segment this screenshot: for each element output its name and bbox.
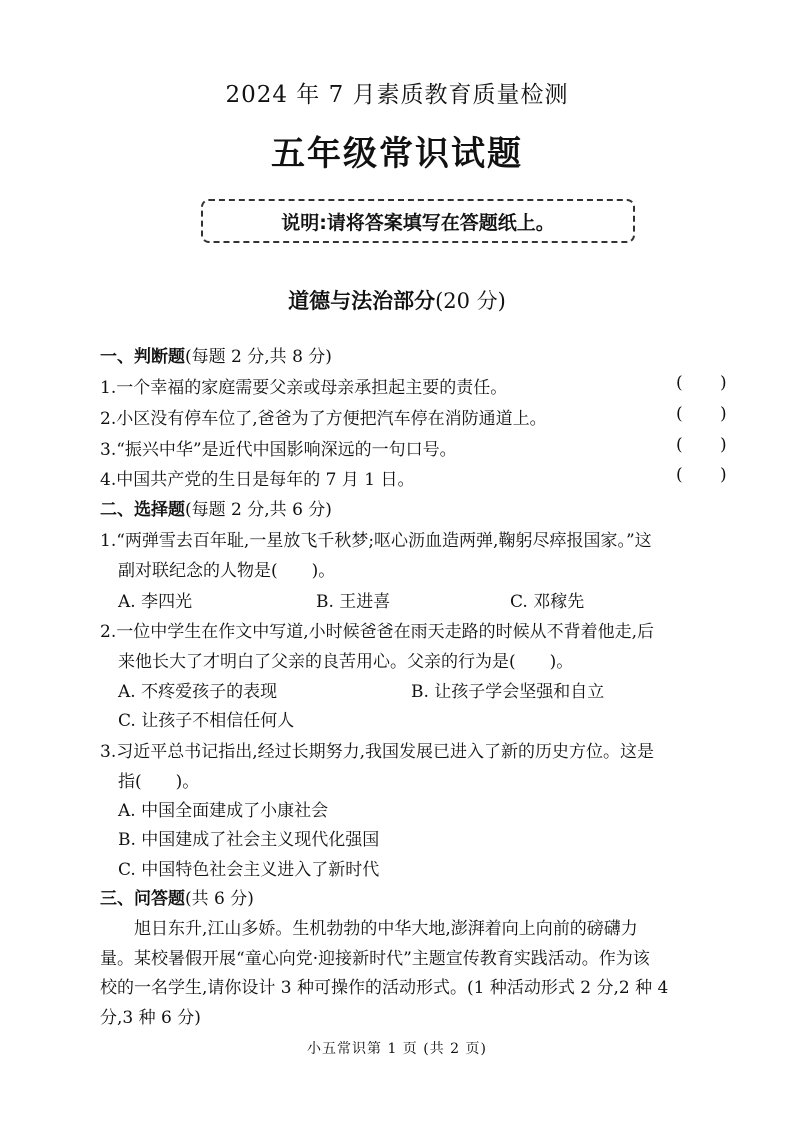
part2-score-note: (每题 2 分,共 6 分) — [185, 500, 332, 520]
answer-paragraph-line-3: 校的一名学生,请你设计 3 种可操作的活动形式。(1 种活动形式 2 分,2 种 4 — [100, 978, 669, 998]
judge-bracket-open-2: ( — [676, 404, 683, 424]
answer-paragraph-line-2: 量。某校暑假开展“童心向党·迎接新时代”主题宣传教育实践活动。作为该 — [100, 949, 650, 969]
judge-bracket-close-4: ) — [720, 465, 727, 485]
part1-score-note: (每题 2 分,共 8 分) — [185, 347, 332, 367]
part2-heading-label: 二、选择题 — [100, 500, 185, 520]
part3-score-note: (共 6 分) — [185, 889, 254, 909]
answer-paragraph-line-1: 旭日东升,江山多娇。生机勃勃的中华大地,澎湃着向上向前的磅礴力 — [134, 919, 638, 939]
answer-paragraph-line-4: 分,3 种 6 分) — [100, 1008, 201, 1028]
judge-bracket-open-4: ( — [676, 465, 683, 485]
choice-q2-option-a: A. 不疼爱孩子的表现 — [118, 682, 278, 702]
choice-q2-option-b: B. 让孩子学会坚强和自立 — [411, 682, 605, 702]
section-title-main: 道德与法治部分 — [288, 289, 436, 313]
choice-q2-option-c: C. 让孩子不相信任何人 — [118, 711, 295, 731]
section-score: (20 分) — [435, 289, 506, 313]
exam-date-heading: 2024 年 7 月素质教育质量检测 — [225, 82, 569, 108]
choice-q3-line1: 3.习近平总书记指出,经过长期努力,我国发展已进入了新的历史方位。这是 — [100, 742, 655, 762]
choice-q1-option-c: C. 邓稼先 — [510, 592, 585, 612]
judge-item-1: 1.一个幸福的家庭需要父亲或母亲承担起主要的责任。 — [100, 378, 508, 398]
choice-q1-line2: 副对联纪念的人物是( )。 — [118, 561, 336, 581]
judge-bracket-close-3: ) — [720, 435, 727, 455]
choice-q3-option-a: A. 中国全面建成了小康社会 — [118, 801, 329, 821]
judge-bracket-open-3: ( — [676, 435, 683, 455]
choice-q3-line2: 指( )。 — [118, 772, 200, 792]
part3-heading-label: 三、问答题 — [100, 889, 185, 909]
choice-q1-line1: 1.“两弹雪去百年耻,一星放飞千秋梦;呕心沥血造两弹,鞠躬尽瘁报国家。”这 — [100, 531, 652, 551]
page-footer: 小五常识第 1 页 (共 2 页) — [307, 1041, 487, 1057]
choice-q2-line1: 2.一位中学生在作文中写道,小时候爸爸在雨天走路的时候从不背着他走,后 — [100, 622, 655, 642]
judge-bracket-close-2: ) — [720, 404, 727, 424]
notice-text: 说明:请将答案填写在答题纸上。 — [281, 211, 555, 234]
judge-bracket-close-1: ) — [720, 373, 727, 393]
part3-heading — [100, 884, 254, 909]
notice-box — [201, 199, 635, 243]
judge-item-4: 4.中国共产党的生日是每年的 7 月 1 日。 — [100, 470, 415, 490]
judge-bracket-open-1: ( — [676, 373, 683, 393]
choice-q3-option-b: B. 中国建成了社会主义现代化强国 — [118, 830, 380, 850]
exam-title: 五年级常识试题 — [271, 134, 523, 174]
choice-q1-option-a: A. 李四光 — [118, 592, 193, 612]
judge-item-2: 2.小区没有停车位了,爸爸为了方便把汽车停在消防通道上。 — [100, 409, 547, 429]
choice-q2-line2: 来他长大了才明白了父亲的良苦用心。父亲的行为是( )。 — [118, 652, 574, 672]
section-title — [0, 285, 794, 315]
judge-item-3: 3.“振兴中华”是近代中国影响深远的一句口号。 — [100, 440, 457, 460]
part1-heading — [100, 342, 332, 367]
part2-heading — [100, 495, 332, 520]
part1-heading-label: 一、判断题 — [100, 347, 185, 367]
choice-q1-option-b: B. 王进喜 — [316, 592, 391, 612]
choice-q3-option-c: C. 中国特色社会主义进入了新时代 — [118, 860, 380, 880]
